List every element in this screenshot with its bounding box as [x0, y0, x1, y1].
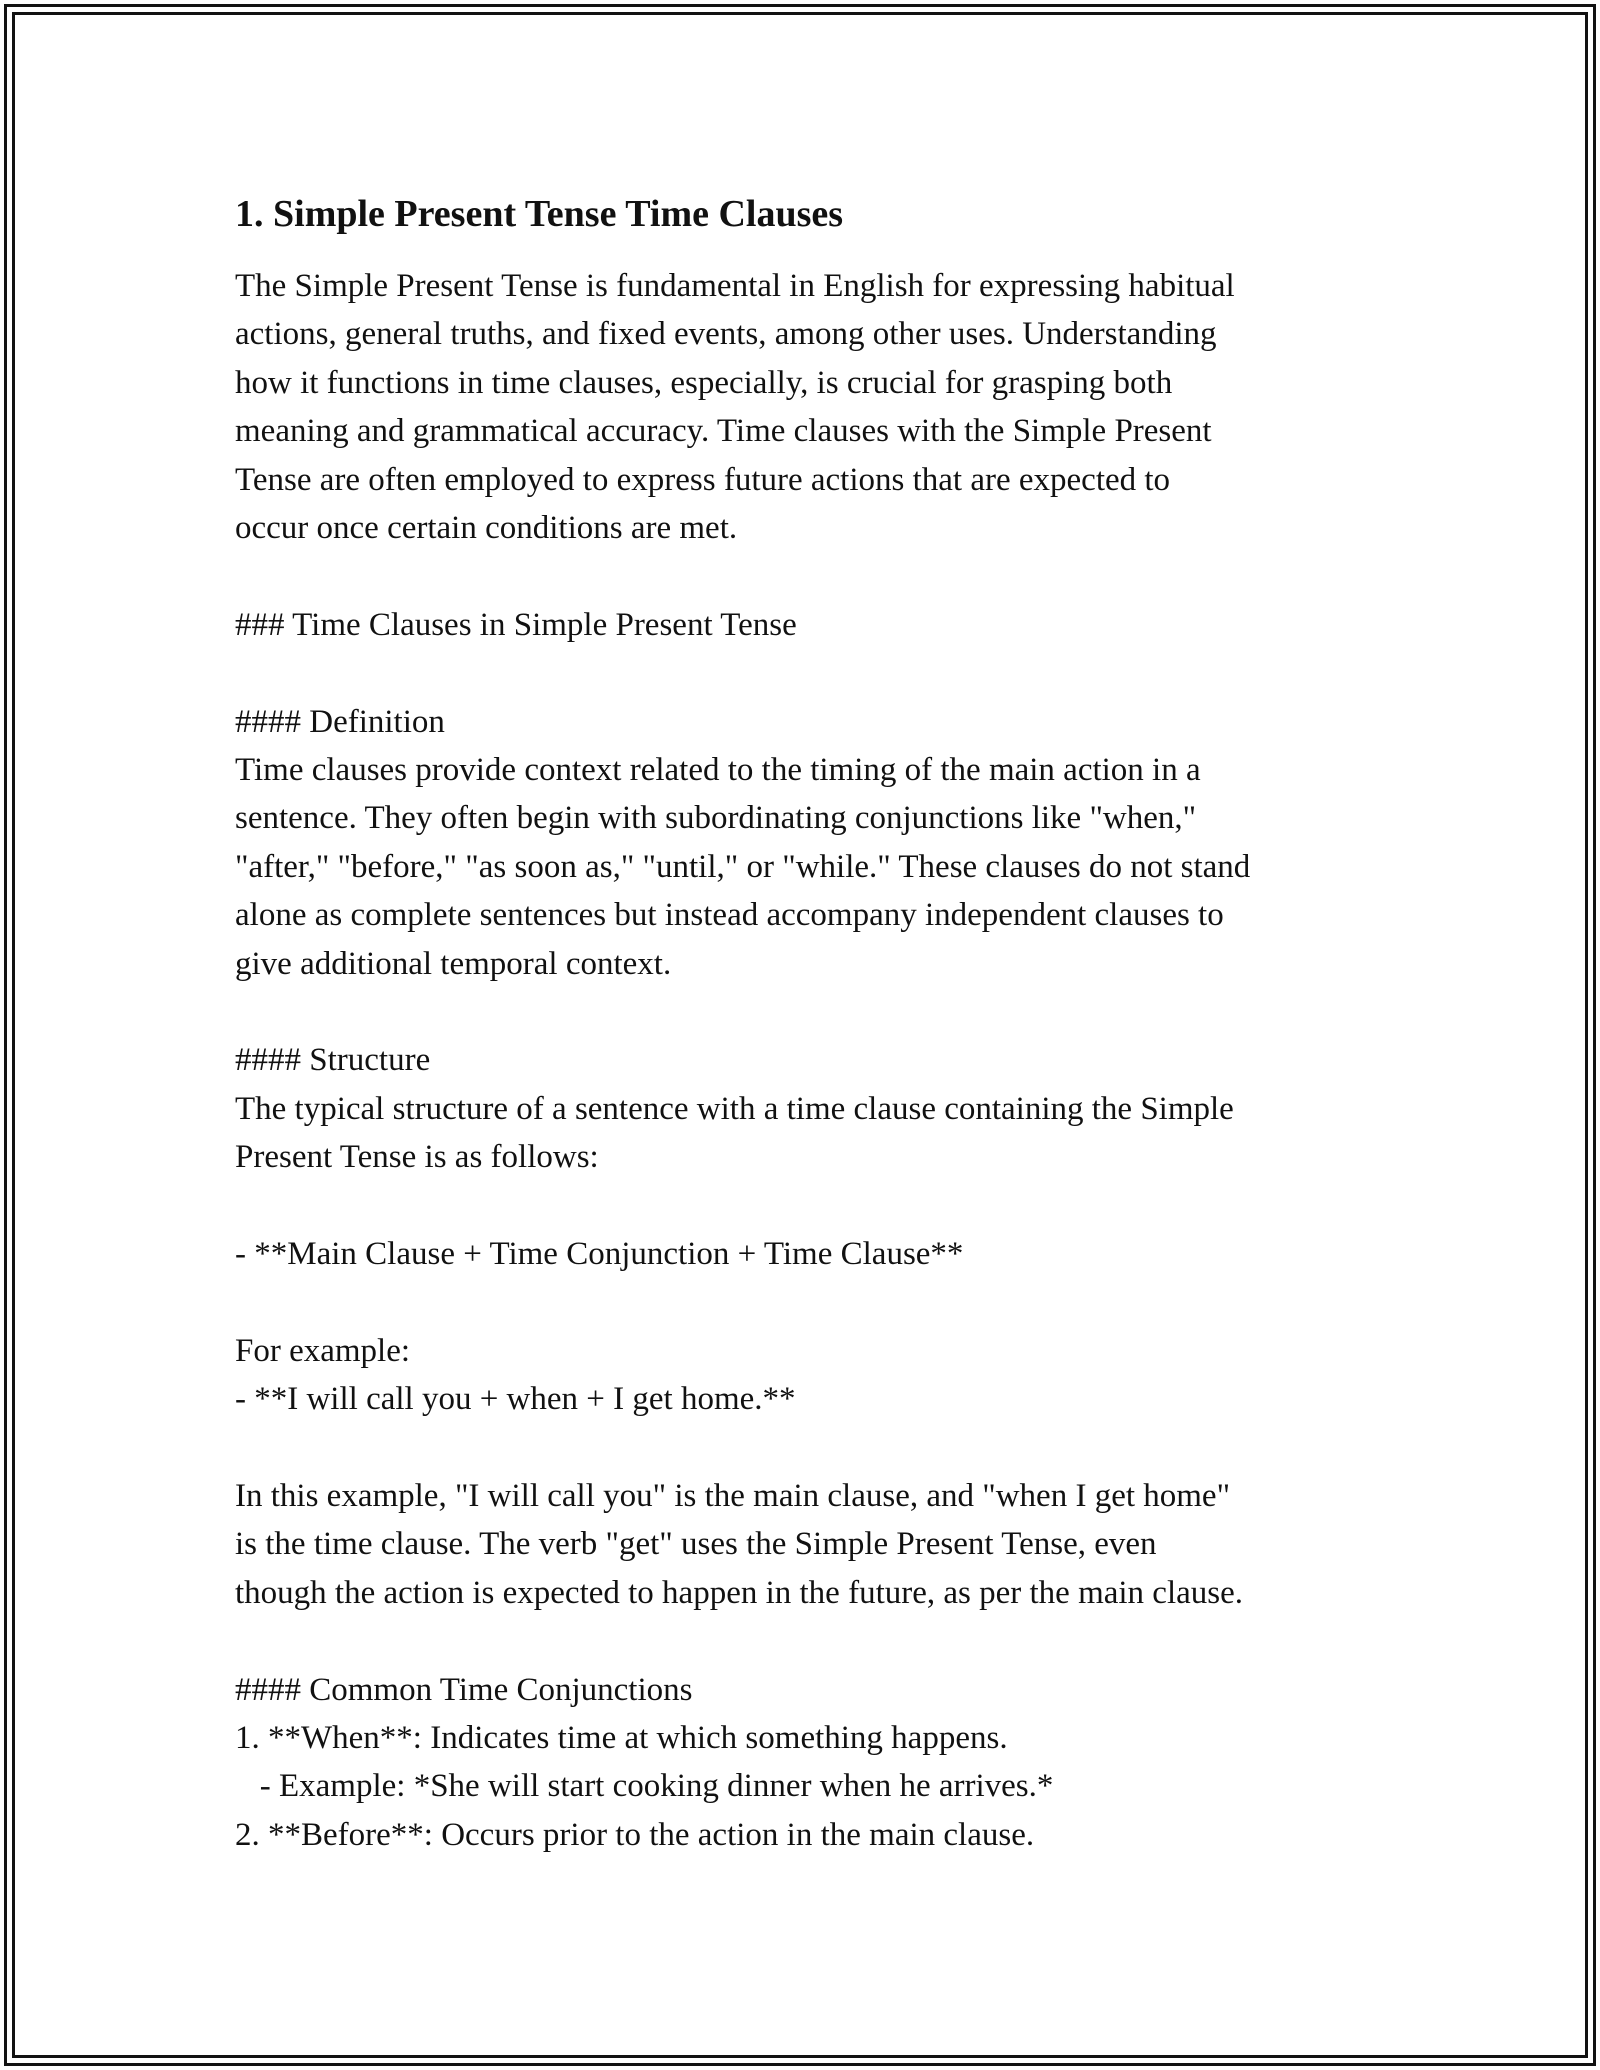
- definition-paragraph: [235, 746, 1385, 988]
- list-item: 1. **When**: Indicates time at which something happens.: [235, 1720, 1008, 1757]
- text-line: though the action is expected to happen in the future, as per the main clause.: [235, 1574, 1243, 1611]
- text-line: give additional temporal context.: [235, 945, 672, 982]
- text-line: The typical structure of a sentence with a time clause containing the Simple: [235, 1090, 1234, 1127]
- blank-line: [235, 1182, 1385, 1230]
- conjunctions-heading: #### Common Time Conjunctions: [235, 1671, 693, 1708]
- text-line: sentence. They often begin with subordinating conjunctions like "when,": [235, 800, 1197, 837]
- text-line: how it functions in time clauses, especially, is crucial for grasping both: [235, 364, 1173, 401]
- text-line: In this example, "I will call you" is the main clause, and "when I get home": [235, 1478, 1231, 1515]
- blank-line: [235, 1424, 1385, 1472]
- structure-formula: - **Main Clause + Time Conjunction + Time Clause**: [235, 1236, 964, 1273]
- text-line: actions, general truths, and fixed events, among other uses. Understanding: [235, 316, 1217, 353]
- blank-line: [235, 1617, 1385, 1665]
- section-heading: ### Time Clauses in Simple Present Tense: [235, 606, 797, 643]
- example-label: For example:: [235, 1332, 411, 1369]
- definition-heading: #### Definition: [235, 703, 445, 740]
- blank-line: [235, 649, 1385, 697]
- text-line: is the time clause. The verb "get" uses the Simple Present Tense, even: [235, 1526, 1157, 1563]
- text-line: Present Tense is as follows:: [235, 1139, 599, 1176]
- conjunctions-list: [235, 1714, 1385, 1859]
- list-item: 2. **Before**: Occurs prior to the action in the main clause.: [235, 1816, 1035, 1853]
- structure-paragraph: [235, 1085, 1385, 1182]
- example-formula: - **I will call you + when + I get home.**: [235, 1381, 796, 1418]
- intro-paragraph: [235, 262, 1385, 552]
- blank-line: [235, 552, 1385, 600]
- text-line: meaning and grammatical accuracy. Time clauses with the Simple Present: [235, 413, 1212, 450]
- text-line: occur once certain conditions are met.: [235, 510, 738, 547]
- blank-line: [235, 988, 1385, 1036]
- document-body: [235, 188, 1385, 1859]
- structure-heading: #### Structure: [235, 1042, 431, 1079]
- list-item: - Example: *She will start cooking dinner when he arrives.*: [235, 1768, 1054, 1805]
- explanation-paragraph: [235, 1472, 1385, 1617]
- document-title: 1. Simple Present Tense Time Clauses: [235, 193, 844, 235]
- text-line: The Simple Present Tense is fundamental in English for expressing habitual: [235, 268, 1235, 304]
- text-line: Tense are often employed to express future actions that are expected to: [235, 461, 1171, 498]
- blank-line: [235, 1278, 1385, 1326]
- text-line: alone as complete sentences but instead accompany independent clauses to: [235, 897, 1224, 934]
- text-line: "after," "before," "as soon as," "until," or "while." These clauses do not stand: [235, 848, 1251, 885]
- text-line: Time clauses provide context related to the timing of the main action in a: [235, 752, 1201, 789]
